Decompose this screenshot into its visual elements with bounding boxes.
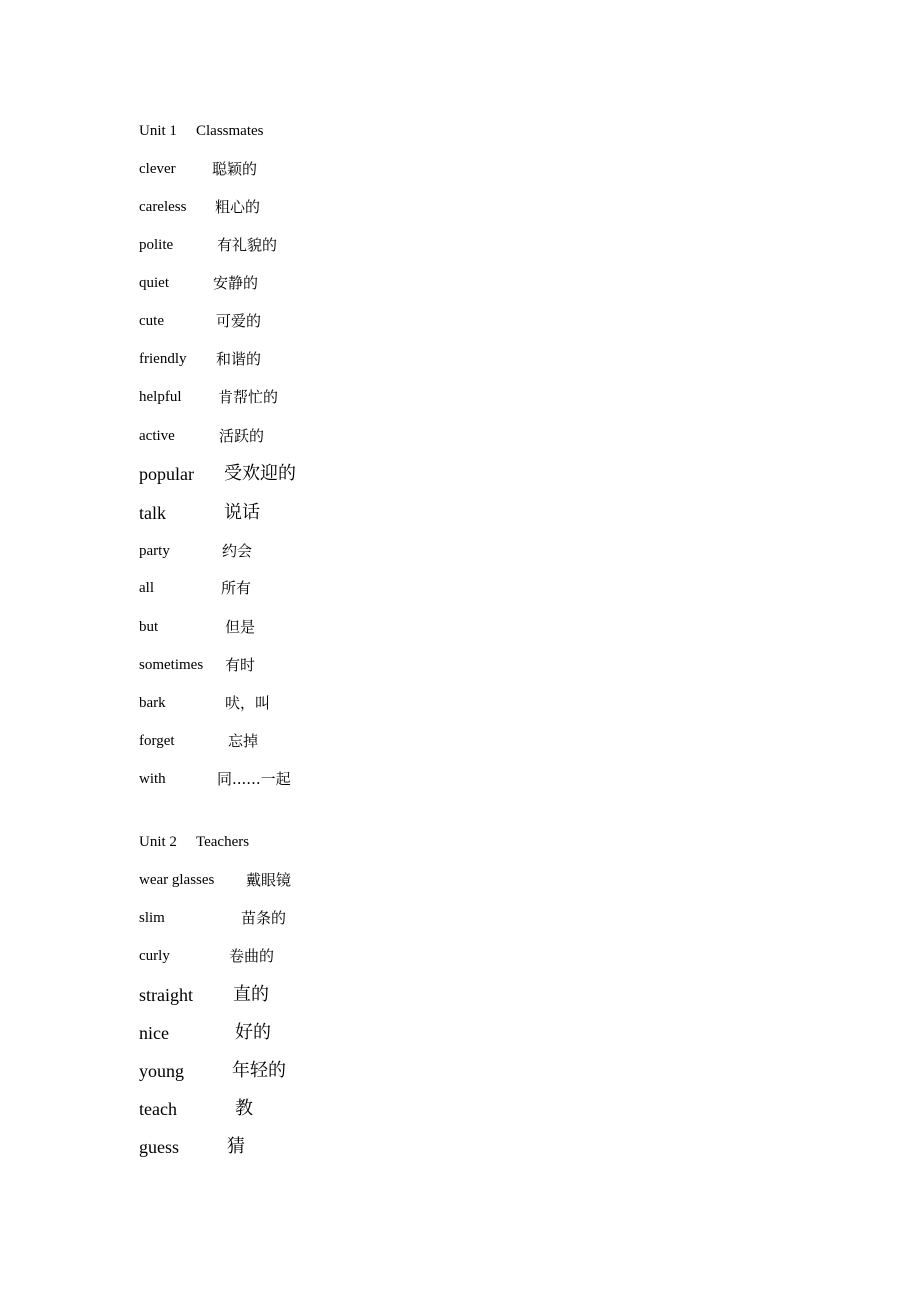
unit-number: Unit 1 (139, 123, 177, 139)
chinese-meaning: 有礼貌的 (217, 236, 278, 254)
english-word: active (139, 428, 175, 444)
chinese-meaning: 有时 (225, 656, 256, 674)
english-word: cute (139, 313, 164, 329)
chinese-meaning: 说话 (224, 502, 260, 523)
chinese-meaning: 忘掉 (228, 732, 259, 750)
english-word: quiet (139, 275, 169, 291)
english-word: party (139, 543, 170, 559)
chinese-meaning: 受欢迎的 (224, 463, 296, 484)
english-word: curly (139, 948, 170, 964)
english-word: clever (139, 161, 176, 177)
chinese-meaning: 聪颖的 (212, 160, 258, 178)
english-word: forget (139, 733, 175, 749)
chinese-meaning: 教 (235, 1098, 253, 1119)
chinese-meaning: 但是 (225, 618, 256, 636)
english-word: teach (139, 1099, 177, 1119)
english-word: helpful (139, 389, 182, 405)
chinese-meaning: 吠，叫 (225, 694, 271, 712)
english-word: popular (139, 464, 194, 484)
chinese-meaning: 同......一起 (217, 770, 291, 788)
chinese-meaning: 粗心的 (215, 198, 261, 216)
chinese-meaning: 年轻的 (232, 1060, 286, 1081)
english-word: talk (139, 503, 166, 523)
chinese-meaning: 猜 (227, 1136, 245, 1157)
chinese-meaning: 约会 (222, 542, 253, 560)
english-word: friendly (139, 351, 187, 367)
english-word: careless (139, 199, 187, 215)
english-word: sometimes (139, 657, 204, 673)
chinese-meaning: 和谐的 (216, 350, 262, 368)
english-word: slim (139, 910, 165, 926)
english-word: nice (139, 1023, 169, 1043)
chinese-meaning: 卷曲的 (229, 947, 275, 965)
english-word: bark (139, 695, 166, 711)
chinese-meaning: 可爱的 (216, 312, 262, 330)
chinese-meaning: 安静的 (213, 274, 259, 292)
chinese-meaning: 直的 (233, 984, 269, 1005)
chinese-meaning: 苗条的 (241, 909, 287, 927)
english-word: with (139, 771, 166, 787)
english-word: young (139, 1061, 184, 1081)
unit-title: Teachers (196, 834, 250, 850)
english-word: polite (139, 237, 174, 253)
chinese-meaning: 戴眼镜 (246, 871, 292, 889)
english-word: all (139, 580, 154, 596)
chinese-meaning: 肯帮忙的 (218, 388, 279, 406)
chinese-meaning: 所有 (221, 579, 252, 597)
english-word: guess (139, 1137, 179, 1157)
chinese-meaning: 好的 (235, 1022, 271, 1043)
chinese-meaning: 活跃的 (219, 427, 265, 445)
english-word: straight (139, 985, 193, 1005)
english-word: wear glasses (139, 872, 215, 888)
english-word: but (139, 619, 159, 635)
unit-title: Classmates (196, 123, 264, 139)
unit-number: Unit 2 (139, 834, 177, 850)
